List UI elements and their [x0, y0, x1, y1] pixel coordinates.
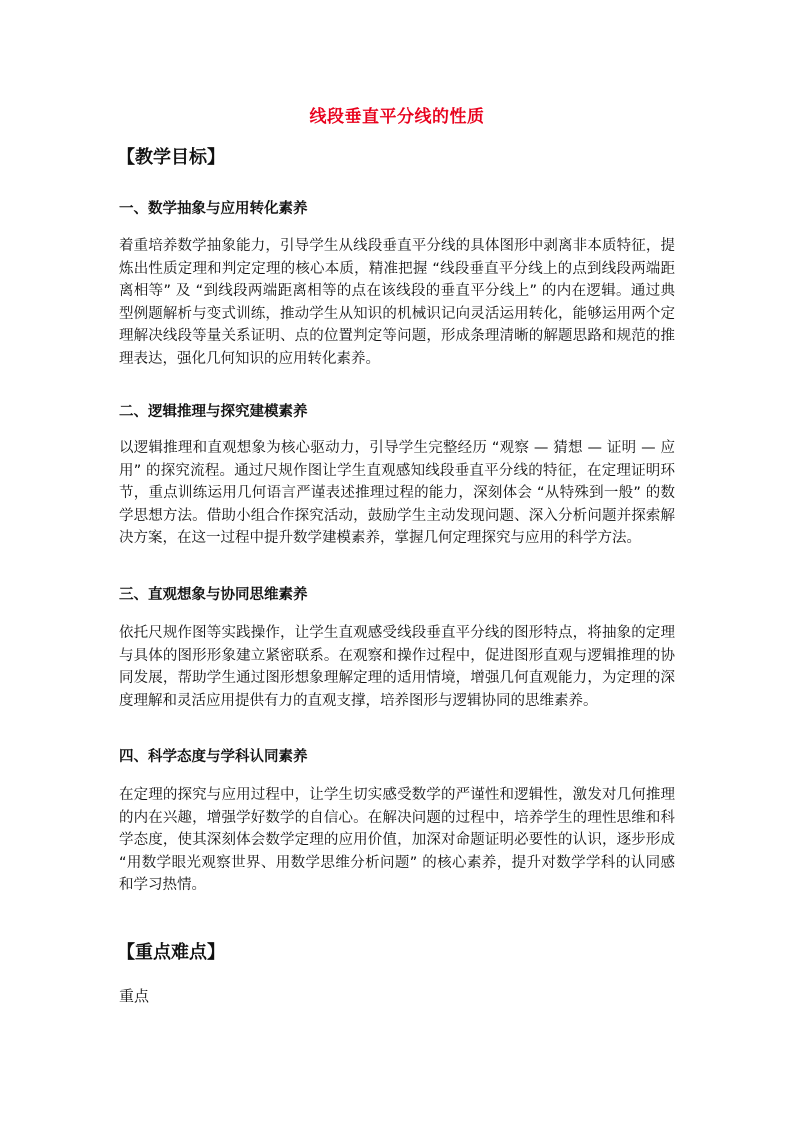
goal-paragraph-4: 在定理的探究与应用过程中，让学生切实感受数学的严谨性和逻辑性，激发对几何推理的内在兴趣，增强学好数学的自信心。在解决问题的过程中，培养学生的理性思维和科学态度，使其深刻体会数学定理的应用价值，加深对命题证明必要性的认识，逐步形成 “用数学眼光观察世界、用数学思维分析问题” 的核心素养，提升对数学学科的认同感和学习热情。: [119, 787, 675, 893]
goal-paragraph-1: 着重培养数学抽象能力，引导学生从线段垂直平分线的具体图形中剥离非本质特征，提炼出性质定理和判定定理的核心本质，精准把握 “线段垂直平分线上的点到线段两端距离相等” 及 “到线段两端距离相等的点在该线段的垂直平分线上” 的内在逻辑。通过典型例题解析与变式训练，推动学生从知识的机械识记向灵活运用转化，能够运用两个定理解决线段等量关系证明、点的位置判定等问题，形成条理清晰的解题思路和规范的推理表达，强化几何知识的应用转化素养。: [119, 238, 675, 367]
goal-heading-2: 二、逻辑推理与探究建模素养: [119, 404, 308, 420]
goal-heading-1: 一、数学抽象与应用转化素养: [119, 201, 308, 217]
goal-paragraph-2: 以逻辑推理和直观想象为核心驱动力，引导学生完整经历 “观察 — 猜想 — 证明 — 应用” 的探究流程。通过尺规作图让学生直观感知线段垂直平分线的特征，在定理证明环节，重点训练运用几何语言严谨表述推理过程的能力，深刻体会 “从特殊到一般” 的数学思想方法。借助小组合作探究活动，鼓励学生主动发现问题、深入分析问题并探索解决方案，在这一过程中提升数学建模素养，掌握几何定理探究与应用的科学方法。: [119, 440, 675, 546]
key-points-label: 重点: [119, 987, 150, 1005]
goal-paragraph-3: 依托尺规作图等实践操作，让学生直观感受线段垂直平分线的图形特点，将抽象的定理与具体的图形形象建立紧密联系。在观察和操作过程中，促进图形直观与逻辑推理的协同发展，帮助学生通过图形想象理解定理的适用情境，增强几何直观能力，为定理的深度理解和灵活应用提供有力的直观支撑，培养图形与逻辑协同的思维素养。: [119, 625, 675, 709]
goal-heading-4: 四、科学态度与学科认同素养: [119, 749, 308, 765]
section-heading-key-points: 【重点难点】: [117, 942, 225, 963]
goal-heading-3: 三、直观想象与协同思维素养: [119, 587, 308, 603]
section-heading-goals: 【教学目标】: [117, 147, 225, 168]
document-title: 线段垂直平分线的性质: [309, 107, 485, 127]
